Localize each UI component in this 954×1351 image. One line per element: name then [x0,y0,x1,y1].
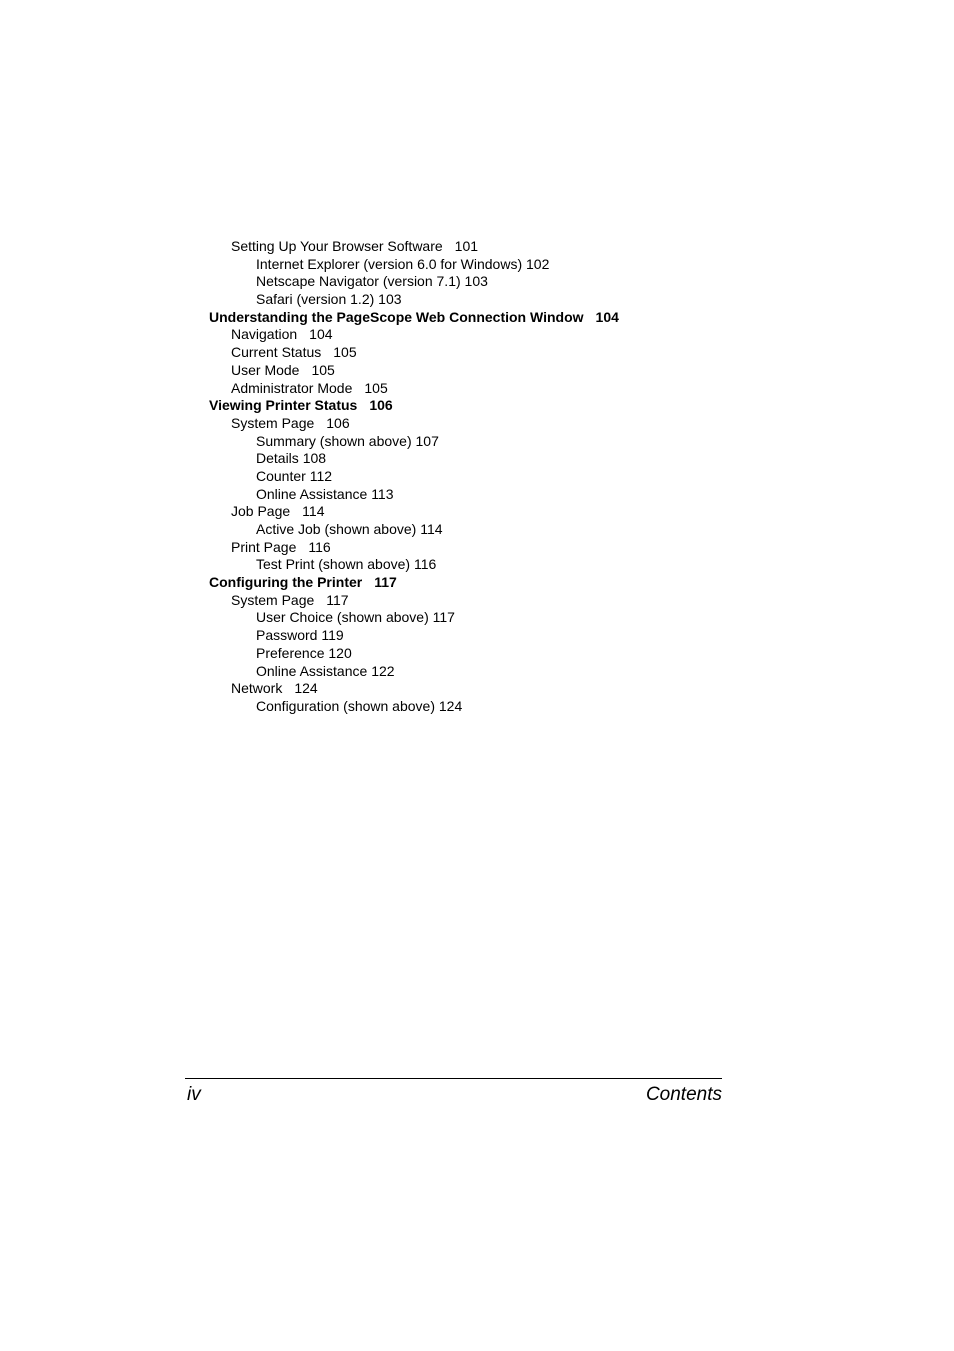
toc-entry[interactable] [0,309,954,327]
toc-entry-title: Safari (version 1.2) [256,291,375,308]
toc-entry[interactable] [0,291,954,309]
toc-entry[interactable] [0,574,954,592]
toc-entry-page: 113 [371,485,394,502]
toc-entry[interactable] [0,539,954,557]
toc-entry-title: Current Status [231,344,322,361]
footer-section-title: Contents [645,1084,722,1105]
toc-entry-title: Active Job (shown above) [256,521,417,537]
toc-entry-title: Configuration (shown above) [256,697,435,714]
toc-entry-page: 112 [309,467,333,484]
toc-entry-page: 106 [326,414,350,431]
toc-entry-page: 106 [369,397,393,414]
toc-entry-title: Summary (shown above) [256,432,412,449]
toc-entry-page: 108 [302,450,327,467]
toc-entry-page: 105 [364,379,388,396]
toc-entry[interactable] [0,556,954,574]
toc-entry[interactable] [0,238,954,256]
toc-entry[interactable] [0,680,954,698]
toc-entry-page: 103 [378,291,402,308]
toc-entry-title: Netscape Navigator (version 7.1) [256,273,461,290]
toc-entry-page: 105 [333,344,357,361]
toc-entry[interactable] [0,326,954,344]
table-of-contents [0,238,954,716]
toc-entry[interactable] [0,645,954,663]
toc-entry-page: 104 [595,308,619,325]
toc-entry[interactable] [0,486,954,504]
toc-entry[interactable] [0,503,954,521]
footer-page-number: iv [187,1084,201,1105]
toc-entry-title: Test Print (shown above) [256,556,411,573]
toc-entry-title: Network [231,680,283,697]
toc-entry-title: Online Assistance [256,485,368,502]
toc-entry-page: 101 [454,238,479,254]
toc-entry-title: Configuring the Printer [209,574,363,591]
toc-entry-page: 103 [464,273,488,290]
toc-entry-page: 117 [432,609,455,626]
toc-entry-title: Internet Explorer (version 6.0 for Windows) [256,255,523,272]
toc-entry-title: User Mode [231,361,300,378]
toc-entry-page: 117 [326,591,349,608]
toc-entry[interactable] [0,450,954,468]
toc-entry[interactable] [0,273,954,291]
toc-entry[interactable] [0,609,954,627]
toc-entry-title: System Page [231,591,315,608]
toc-entry-page: 116 [413,556,437,573]
toc-entry[interactable] [0,663,954,681]
toc-entry-title: Online Assistance [256,662,368,679]
toc-entry-page: 116 [308,538,331,555]
toc-entry[interactable] [0,344,954,362]
toc-entry[interactable] [0,362,954,380]
toc-entry-title: Understanding the PageScope Web Connection Window [209,308,584,325]
toc-entry-title: Password [256,627,318,644]
toc-entry[interactable] [0,592,954,610]
toc-entry-title: System Page [231,414,315,431]
toc-entry-page: 107 [415,432,439,449]
toc-entry[interactable] [0,521,954,539]
toc-entry-page: 124 [294,680,318,697]
toc-entry-page: 102 [526,255,550,272]
toc-entry-page: 119 [321,627,344,644]
toc-entry-title: Administrator Mode [231,379,353,396]
toc-entry-page: 105 [311,361,335,378]
toc-entry[interactable] [0,415,954,433]
toc-entry[interactable] [0,256,954,274]
toc-entry[interactable] [0,698,954,716]
toc-entry-title: Viewing Printer Status [209,397,358,414]
toc-entry-page: 122 [371,662,395,679]
toc-entry-title: Preference [256,644,325,661]
toc-entry[interactable] [0,433,954,451]
toc-entry-page: 120 [328,644,352,661]
toc-entry[interactable] [0,380,954,398]
toc-entry[interactable] [0,627,954,645]
toc-entry[interactable] [0,397,954,415]
toc-entry-page: 104 [309,326,333,343]
toc-entry-page: 114 [420,521,443,537]
toc-entry-title: Setting Up Your Browser Software [231,238,443,254]
footer-divider [185,1078,722,1079]
toc-entry-page: 124 [438,697,463,714]
toc-entry-title: Job Page [231,503,291,520]
toc-entry-title: Print Page [231,538,297,555]
toc-entry-title: Navigation [231,326,298,343]
toc-entry-page: 114 [302,503,325,520]
toc-entry[interactable] [0,468,954,486]
toc-entry-title: Counter [256,467,306,484]
toc-entry-title: User Choice (shown above) [256,609,429,626]
toc-entry-title: Details [256,450,299,467]
toc-entry-page: 117 [374,574,397,591]
